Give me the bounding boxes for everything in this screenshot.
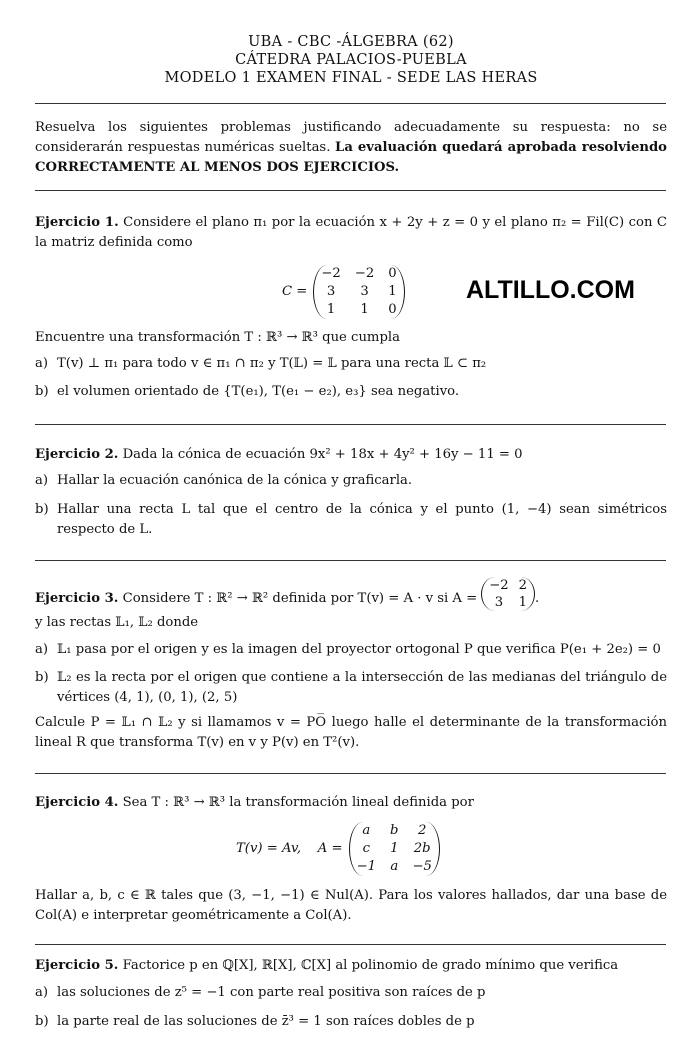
exercise-4-title: Ejercicio 4.: [35, 795, 119, 810]
matrix-cell: 2: [418, 823, 427, 838]
matrix-cell: 2: [518, 578, 528, 593]
exercise-3-text: Considere T : ℝ² → ℝ² definida por T(v) = A · v si A =: [122, 591, 478, 606]
exercise-5-text: Factorice p en ℚ[X], ℝ[X], ℂ[X] al polinomio de grado mínimo que verifica: [122, 958, 619, 973]
item-label: a): [35, 473, 49, 488]
matrix-cell: a: [362, 823, 371, 838]
item-label: b): [35, 502, 49, 517]
divider: [35, 944, 666, 945]
exercise-3-item-b: [35, 668, 667, 708]
instructions: [35, 118, 667, 178]
item-text: 𝕃₁ pasa por el origen y es la imagen del proyector ortogonal P que verifica P(e₁ + 2e₂) = 0: [57, 642, 661, 657]
exercise-2-item-b: [35, 500, 667, 540]
matrix-cell: 3: [360, 284, 369, 299]
matrix-cell: 0: [388, 266, 397, 281]
watermark-logo: ALTILLO.COM: [466, 276, 635, 304]
header-line-1: UBA - CBC -ÁLGEBRA (62): [248, 34, 454, 50]
matrix-a-4: [236, 822, 440, 876]
exercise-1-item-a: [35, 354, 667, 374]
exercise-3-lines: y las rectas 𝕃₁, 𝕃₂ donde: [35, 615, 199, 630]
exercise-5-item-b: [35, 1012, 667, 1032]
item-text: Hallar una recta L tal que el centro de la cónica y el punto (1, −4) sean simétricos respecto de L.: [57, 502, 667, 537]
item-label: b): [35, 670, 49, 685]
matrix-cell: −1: [356, 859, 377, 874]
instructions-text: Resuelva los siguientes problemas justificando adecuadamente su respuesta: no se considerarán respuestas numéricas sueltas.: [35, 120, 667, 155]
matrix-cell: −5: [412, 859, 432, 874]
exercise-3-title: Ejercicio 3.: [35, 591, 119, 606]
matrix-cell: −2: [354, 266, 375, 281]
matrix-cell: b: [390, 823, 399, 838]
item-label: b): [35, 1014, 49, 1029]
divider: [35, 103, 666, 104]
matrix-cell: a: [390, 859, 399, 874]
item-text: el volumen orientado de {T(e₁), T(e₁ − e₂), e₃} sea negativo.: [57, 384, 460, 399]
item-text: la parte real de las soluciones de z̄³ = 1 son raíces dobles de p: [57, 1014, 475, 1029]
matrix-label: C =: [282, 284, 308, 299]
matrix-cell: −2: [321, 266, 341, 281]
item-label: a): [35, 642, 49, 657]
divider: [35, 424, 666, 425]
header-line-2: CÁTEDRA PALACIOS-PUEBLA: [235, 52, 467, 68]
header-line-3: MODELO 1 EXAMEN FINAL - SEDE LAS HERAS: [164, 70, 538, 86]
item-text: 𝕃₂ es la recta por el origen que contiene a la intersección de las medianas del triángulo de vértices (4, 1), (0, 1), (2, 5): [57, 670, 667, 705]
matrix-c: [282, 265, 405, 319]
matrix-cell: 0: [388, 302, 397, 317]
matrix-label: T(v) = Av, A =: [236, 841, 343, 856]
exercise-2-text: Dada la cónica de ecuación 9x² + 18x + 4y² + 16y − 11 = 0: [122, 447, 523, 462]
item-text: las soluciones de z⁵ = −1 con parte real positiva son raíces de p: [57, 985, 486, 1000]
exercise-3-closing: Calcule P = 𝕃₁ ∩ 𝕃₂ y si llamamos v = PO̅ luego halle el determinante de la transformación lineal R que transforma T(v) en v y P(v) en T²(v).: [35, 715, 667, 750]
divider: [35, 773, 666, 774]
item-text: T(v) ⊥ π₁ para todo v ∈ π₁ ∩ π₂ y T(𝕃) = 𝕃 para una recta 𝕃 ⊂ π₂: [57, 356, 487, 371]
exercise-5-title: Ejercicio 5.: [35, 958, 119, 973]
exercise-2-title: Ejercicio 2.: [35, 447, 119, 462]
exam-header: [35, 33, 667, 87]
divider: [35, 190, 666, 191]
exercise-1-statement: [35, 213, 667, 253]
exercise-1-instruction: Encuentre una transformación T : ℝ³ → ℝ³ que cumpla: [35, 330, 400, 345]
exercise-3-item-a: [35, 640, 667, 660]
exercise-4-text: Sea T : ℝ³ → ℝ³ la transformación lineal definida por: [122, 795, 474, 810]
matrix-cell: 3: [494, 595, 504, 610]
exercise-1-title: Ejercicio 1.: [35, 215, 119, 230]
divider: [35, 560, 666, 561]
item-label: b): [35, 384, 49, 399]
exercise-5-item-a: [35, 983, 667, 1003]
exercise-3-statement: [35, 578, 667, 611]
matrix-a: [481, 577, 535, 611]
item-label: a): [35, 985, 49, 1000]
matrix-cell: 1: [326, 302, 336, 317]
period: .: [535, 591, 540, 606]
matrix-cell: −2: [489, 578, 509, 593]
exercise-1-text: Considere el plano π₁ por la ecuación x + 2y + z = 0 y el plano π₂ = Fil(C) con C la matriz definida como: [35, 215, 667, 250]
exercise-5-statement: [35, 956, 667, 976]
exercise-2-statement: [35, 445, 667, 465]
matrix-cell: 1: [518, 595, 528, 610]
item-label: a): [35, 356, 49, 371]
exercise-4-statement: [35, 793, 667, 813]
matrix-cell: 1: [360, 302, 369, 317]
matrix-cell: 3: [326, 284, 336, 299]
exercise-2-item-a: [35, 471, 667, 491]
exercise-4-question: Hallar a, b, c ∈ ℝ tales que (3, −1, −1) ∈ Nul(A). Para los valores hallados, dar una base de Col(A) e interpretar geométricamente a Col(A).: [35, 888, 667, 923]
matrix-cell: 2b: [413, 841, 431, 856]
matrix-cell: 1: [390, 841, 399, 856]
instructions-bold: La evaluación quedará aprobada resolviendo CORRECTAMENTE AL MENOS DOS EJERCICIOS.: [35, 140, 667, 175]
exercise-1-item-b: [35, 382, 667, 402]
matrix-cell: c: [362, 841, 370, 856]
matrix-cell: 1: [388, 284, 397, 299]
item-text: Hallar la ecuación canónica de la cónica y graficarla.: [57, 473, 413, 488]
